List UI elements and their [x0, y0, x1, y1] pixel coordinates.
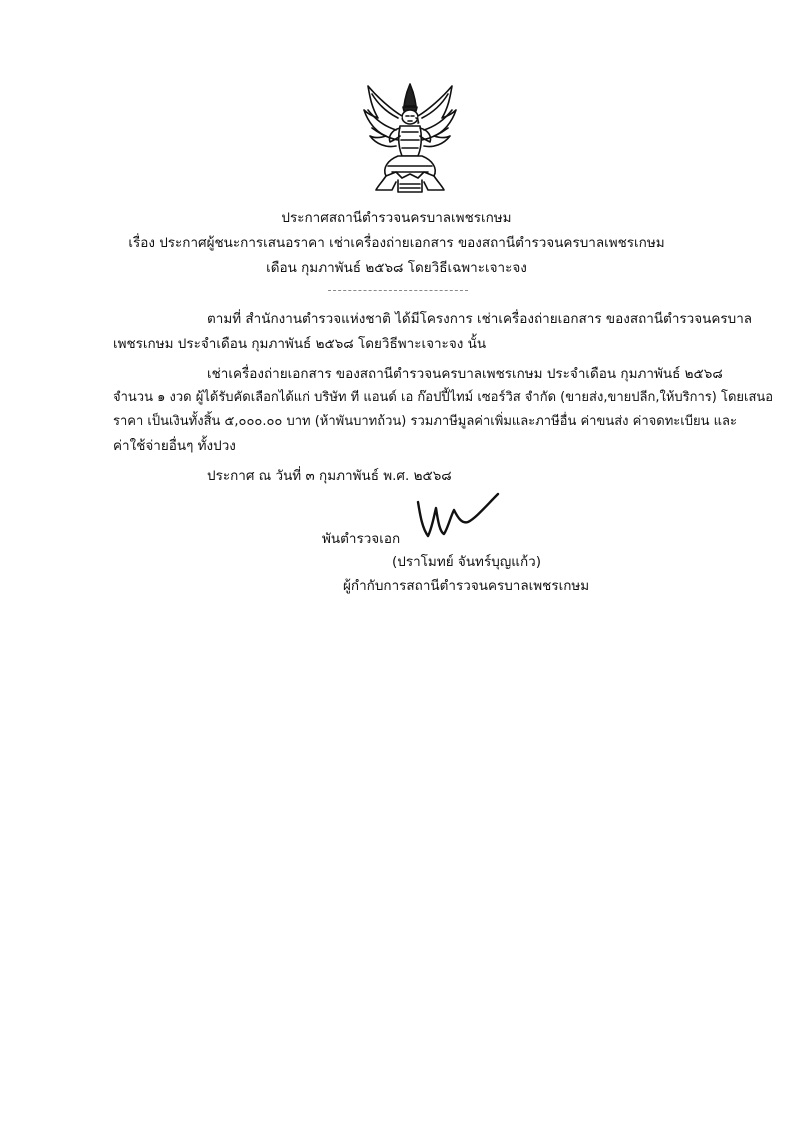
signer-position: ผู้กำกับการสถานีตำรวจนครบาลเพชรเกษม: [343, 578, 590, 594]
paragraph-2-line-4: ค่าใช้จ่ายอื่นๆ ทั้งปวง: [113, 438, 236, 454]
signer-rank: พันตำรวจเอก: [322, 531, 401, 547]
garuda-emblem-icon: [358, 80, 462, 196]
announcement-title: ประกาศสถานีตำรวจนครบาลเพชรเกษม: [281, 210, 512, 226]
paragraph-2-line-1: เช่าเครื่องถ่ายเอกสาร ของสถานีตำรวจนครบาลเพชรเกษม ประจำเดือน กุมภาพันธ์ ๒๕๖๘: [207, 366, 723, 382]
announcement-date: ประกาศ ณ วันที่ ๓ กุมภาพันธ์ พ.ศ. ๒๕๖๘: [207, 468, 452, 484]
paragraph-1-line-1: ตามที่ สำนักงานตำรวจแห่งชาติ ได้มีโครงการ เช่าเครื่องถ่ายเอกสาร ของสถานีตำรวจนครบาล: [207, 311, 753, 327]
announcement-subject: เรื่อง ประกาศผู้ชนะการเสนอราคา เช่าเครื่องถ่ายเอกสาร ของสถานีตำรวจนครบาลเพชรเกษม: [128, 235, 665, 251]
signer-name: (ปราโมทย์ จันทร์บุญแก้ว): [392, 554, 542, 570]
header-divider: [328, 290, 468, 291]
handwritten-signature: [412, 488, 502, 544]
paragraph-2-line-2: จำนวน ๑ งวด ผู้ได้รับคัดเลือกได้แก่ บริษัท ที แอนด์ เอ ก๊อปปี้ไทม์ เซอร์วิส จำกัด (ขายส่ง,ขายปลีก,ให้บริการ) โดยเสนอ: [113, 390, 774, 405]
paragraph-1-line-2: เพชรเกษม ประจำเดือน กุมภาพันธ์ ๒๕๖๘ โดยวิธีพาะเจาะจง นั้น: [113, 336, 487, 352]
paragraph-2-line-3: ราคา เป็นเงินทั้งสิ้น ๕,๐๐๐.๐๐ บาท (ห้าพันบาทถ้วน) รวมภาษีมูลค่าเพิ่มและภาษีอื่น ค่าขนส่ง ค่าจดทะเบียน และ: [113, 414, 737, 429]
announcement-month-method: เดือน กุมภาพันธ์ ๒๕๖๘ โดยวิธีเฉพาะเจาะจง: [266, 260, 527, 276]
